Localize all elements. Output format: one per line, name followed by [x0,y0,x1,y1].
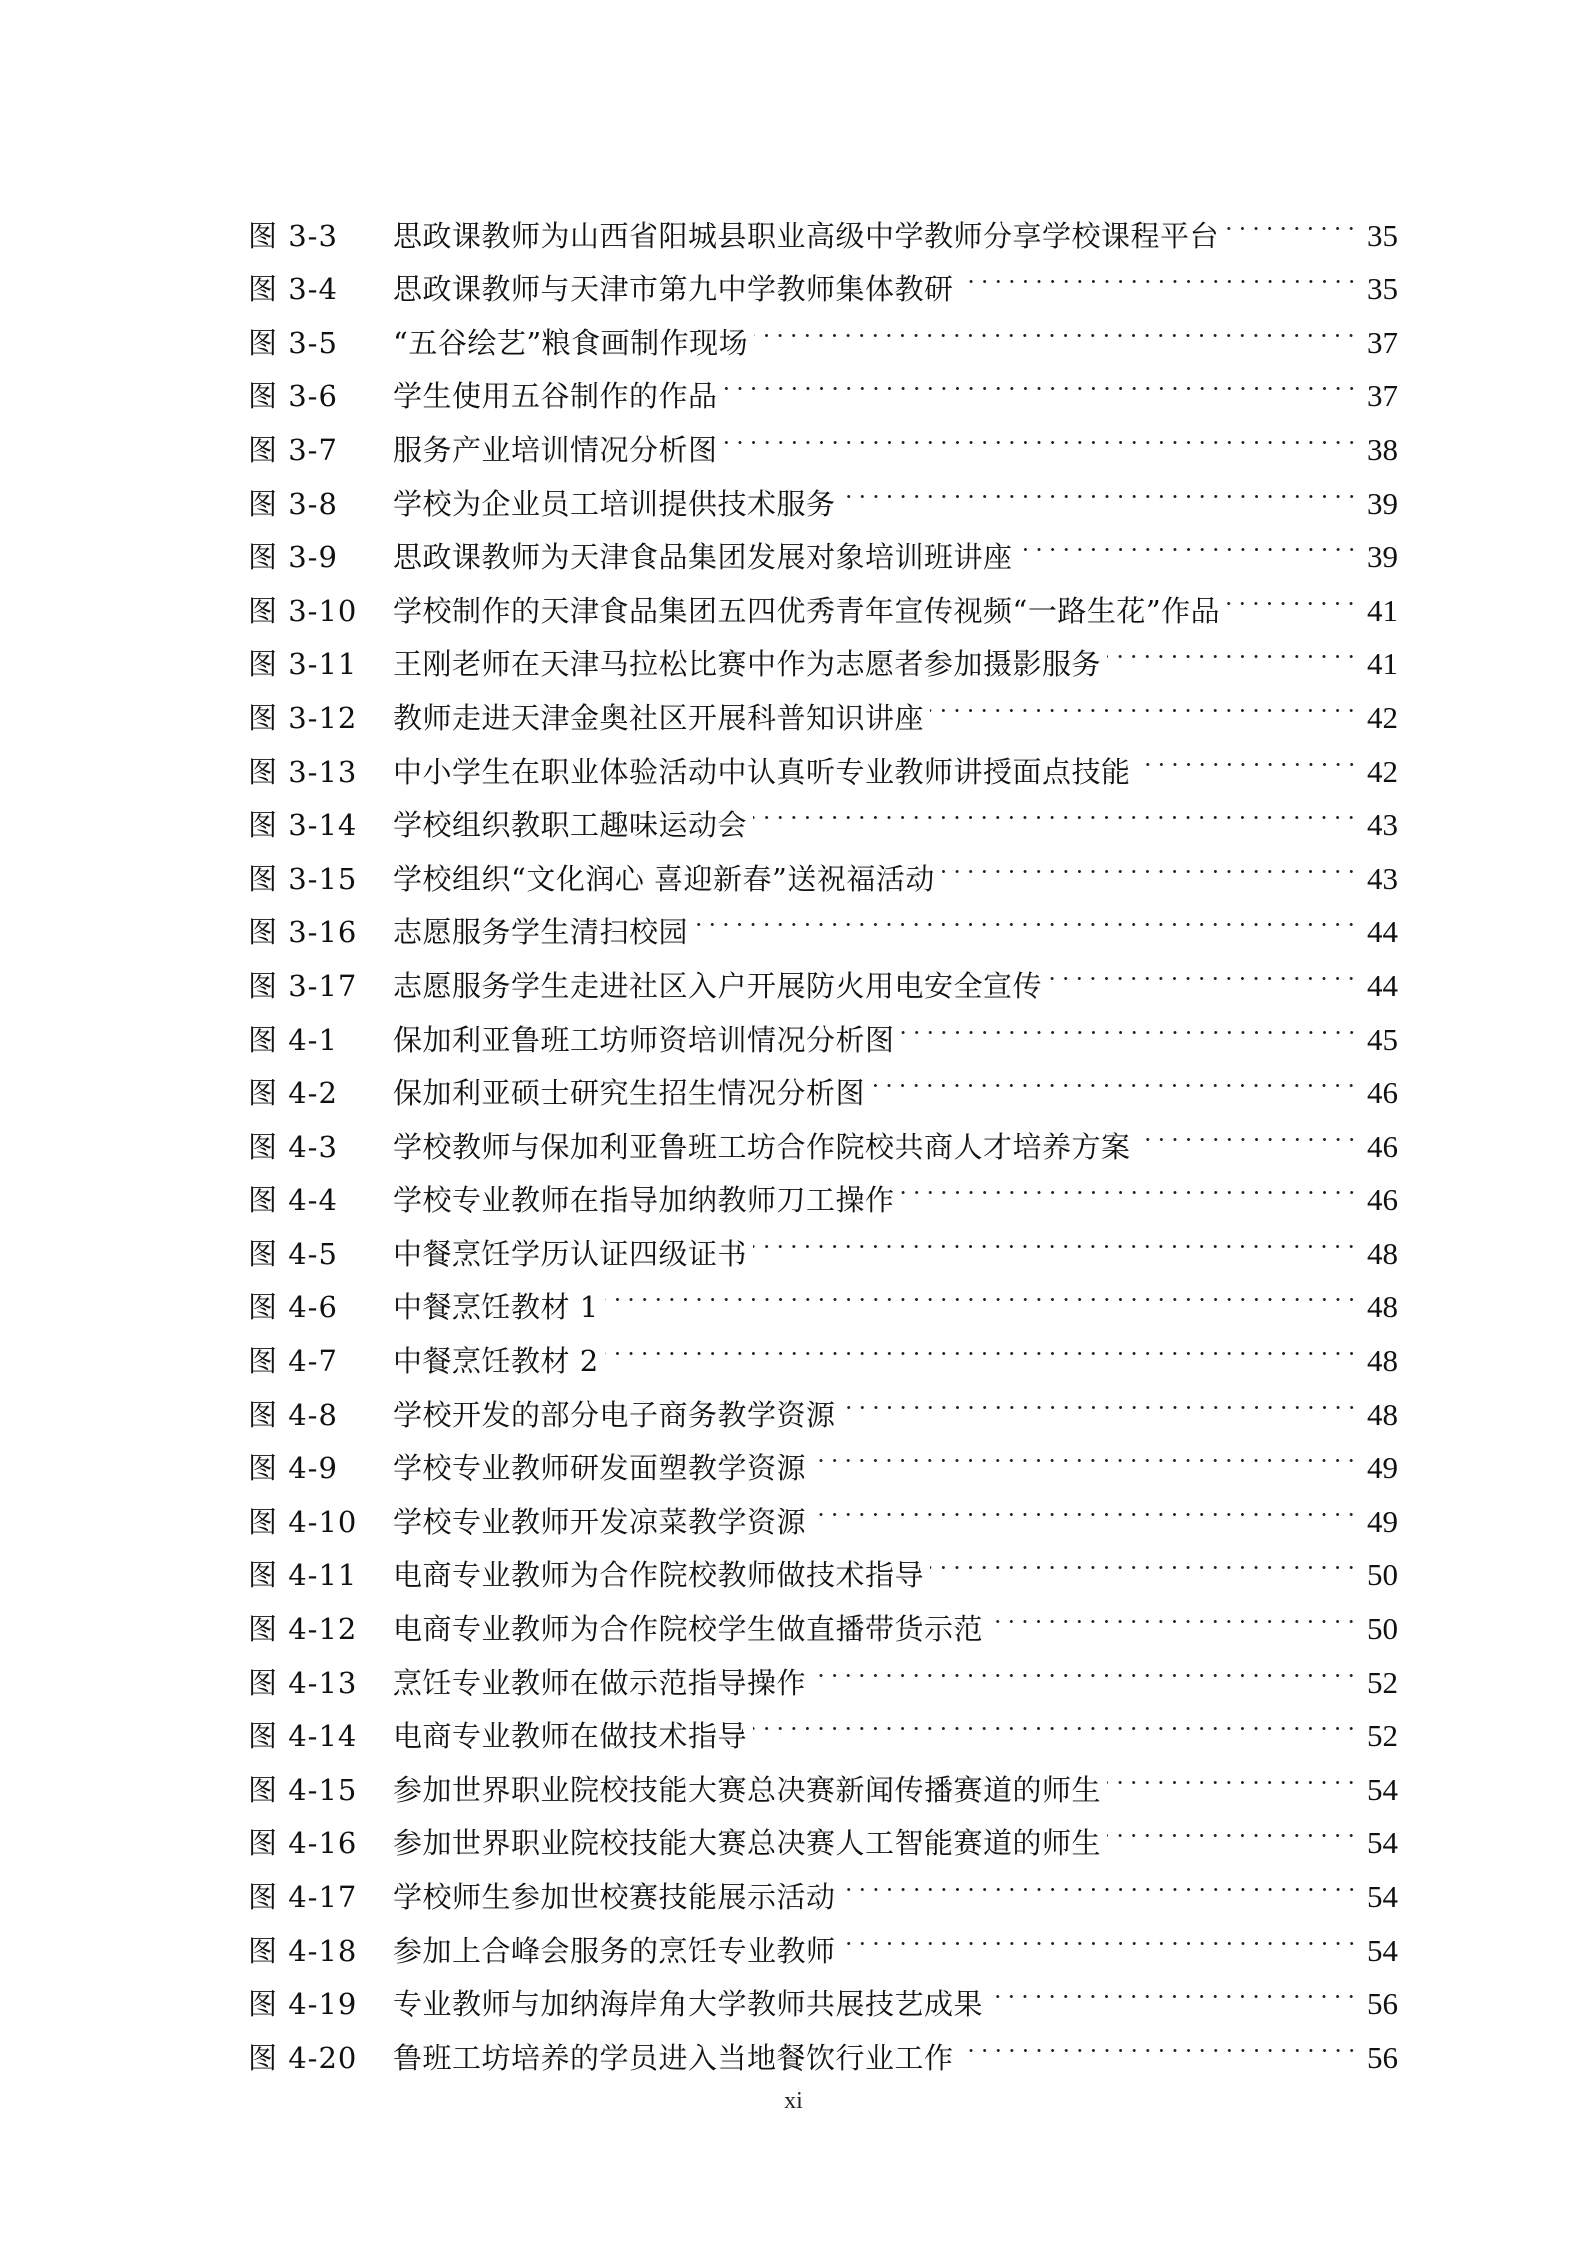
figure-title: 学校组织“文化润心 喜迎新春”送祝福活动 [393,861,935,896]
figure-label: 图 4-2 [248,1076,338,1111]
figure-label: 图 4-14 [248,1719,358,1754]
figure-title: 学校专业教师开发凉菜教学资源 [393,1504,807,1539]
page-number: 54 [1367,1932,1398,1968]
figure-label: 图 4-17 [248,1880,358,1914]
figure-title: 保加利亚鲁班工坊师资培训情况分析图 [393,1022,895,1057]
dot-leader [724,406,1358,460]
dot-leader [960,246,1358,300]
dot-leader [605,1317,1358,1371]
figure-label: 图 4-7 [248,1344,338,1379]
figure-title: “五谷绘艺”粮食画制作现场 [393,325,749,360]
dot-leader [842,1907,1358,1961]
figure-label: 图 4-3 [248,1129,338,1164]
page-number: 41 [1367,646,1398,682]
dot-leader [989,1585,1358,1639]
page-number: 49 [1367,1450,1398,1486]
page-number: 39 [1367,485,1398,521]
figure-title: 学生使用五谷制作的作品 [393,379,718,414]
page-number: 43 [1367,807,1398,843]
figure-title: 学校教师与保加利亚鲁班工坊合作院校共商人才培养方案 [393,1129,1131,1164]
figure-title: 参加上合峰会服务的烹饪专业教师 [393,1933,836,1968]
toc-entry[interactable] [248,192,1398,253]
figure-title: 学校开发的部分电子商务教学资源 [393,1397,836,1432]
page-number: 56 [1367,2039,1398,2075]
figure-label: 图 3-17 [248,968,358,1003]
dot-leader [724,353,1358,407]
page-number: 48 [1367,1235,1398,1271]
figure-label: 图 3-5 [248,325,338,360]
page-number: 50 [1367,1557,1398,1593]
figure-title: 学校组织教职工趣味运动会 [393,808,748,843]
dot-leader [901,1157,1358,1211]
dot-leader [1048,942,1358,996]
figure-title: 思政课教师为天津食品集团发展对象培训班讲座 [393,540,1013,575]
page-number: 35 [1367,271,1398,307]
dot-leader [842,460,1358,514]
figure-title: 参加世界职业院校技能大赛总决赛新闻传播赛道的师生 [393,1772,1102,1807]
figure-label: 图 4-16 [248,1826,358,1861]
figure-label: 图 3-13 [248,754,358,789]
page-number: 43 [1367,860,1398,896]
figure-label: 图 3-6 [248,379,338,414]
figure-title: 中小学生在职业体验活动中认真听专业教师讲授面点技能 [393,754,1131,789]
dot-leader [1107,621,1358,675]
page-number: 48 [1367,1396,1398,1432]
dot-leader [753,1693,1358,1747]
dot-leader [753,782,1358,836]
figure-title: 电商专业教师在做技术指导 [393,1719,748,1754]
figure-label: 图 4-19 [248,1987,358,2022]
figure-label: 图 3-9 [248,540,338,575]
figure-label: 图 3-10 [248,593,358,628]
figure-title: 学校专业教师在指导加纳教师刀工操作 [393,1183,895,1218]
page-number: 41 [1367,592,1398,628]
dot-leader [605,1264,1358,1318]
figure-label: 图 4-6 [248,1290,338,1325]
dot-leader [753,1210,1358,1264]
dot-leader [754,299,1358,353]
figure-label: 图 3-14 [248,808,358,843]
page-number: 39 [1367,539,1398,575]
figure-label: 图 3-15 [248,861,358,896]
figure-label: 图 3-3 [248,218,338,253]
figure-title: 烹饪专业教师在做示范指导操作 [393,1665,807,1700]
dot-leader [1226,567,1358,621]
page-number: 38 [1367,431,1398,467]
figure-label: 图 4-11 [248,1558,358,1593]
figure-title: 志愿服务学生走进社区入户开展防火用电安全宣传 [393,968,1043,1003]
figure-title: 中餐烹饪教材 1 [393,1290,599,1325]
figure-title: 思政课教师为山西省阳城县职业高级中学教师分享学校课程平台 [393,218,1220,253]
figure-label: 图 3-12 [248,700,358,735]
figure-label: 图 3-11 [248,647,358,682]
page-number: 54 [1367,1771,1398,1807]
figure-label: 图 3-7 [248,432,338,467]
page-number: 52 [1367,1718,1398,1754]
dot-leader [812,1478,1358,1532]
figure-title: 志愿服务学生清扫校园 [393,915,689,950]
figure-title: 学校为企业员工培训提供技术服务 [393,486,836,521]
dot-leader [842,1371,1358,1425]
dot-leader [930,1532,1358,1586]
figure-label: 图 4-8 [248,1397,338,1432]
page-number: 46 [1367,1075,1398,1111]
dot-leader [1107,1746,1358,1800]
page-number: 45 [1367,1021,1398,1057]
page-number: 48 [1367,1289,1398,1325]
dot-leader [989,1961,1358,2015]
dot-leader [941,835,1358,889]
figure-title: 思政课教师与天津市第九中学教师集体教研 [393,272,954,307]
dot-leader [1137,728,1358,782]
dot-leader [694,889,1358,943]
page-number-footer: xi [784,2088,803,2114]
page-number: 44 [1367,914,1398,950]
figure-label: 图 4-18 [248,1933,358,1968]
dot-leader [1137,1103,1358,1157]
page-number: 48 [1367,1343,1398,1379]
page-number: 44 [1367,967,1398,1003]
figure-title: 鲁班工坊培养的学员进入当地餐饮行业工作 [393,2040,954,2075]
figure-title: 学校专业教师研发面塑教学资源 [393,1451,807,1486]
dot-leader [1019,514,1358,568]
figure-label: 图 3-4 [248,272,338,307]
figure-title: 王刚老师在天津马拉松比赛中作为志愿者参加摄影服务 [393,647,1102,682]
page-number: 52 [1367,1664,1398,1700]
figure-title: 学校师生参加世校赛技能展示活动 [393,1880,836,1914]
figure-title: 服务产业培训情况分析图 [393,432,718,467]
dot-leader [960,2014,1358,2068]
figure-label: 图 4-13 [248,1665,358,1700]
dot-leader [812,1425,1358,1479]
figure-label: 图 4-12 [248,1612,358,1647]
figure-title: 中餐烹饪教材 2 [393,1344,599,1379]
page-number: 35 [1367,217,1398,253]
dot-leader [901,996,1358,1050]
figure-label: 图 4-1 [248,1022,338,1057]
figure-label: 图 4-5 [248,1236,338,1271]
figure-label: 图 4-10 [248,1504,358,1539]
figure-label: 图 4-15 [248,1772,358,1807]
dot-leader [930,674,1358,728]
dot-leader [871,1050,1358,1104]
figure-label: 图 3-8 [248,486,338,521]
page-number: 46 [1367,1128,1398,1164]
dot-leader [812,1639,1358,1693]
figure-label: 图 4-20 [248,2040,358,2075]
dot-leader [1225,192,1358,246]
dot-leader [1107,1800,1358,1854]
page-number: 42 [1367,753,1398,789]
page-number: 50 [1367,1611,1398,1647]
figure-label: 图 4-9 [248,1451,338,1486]
figure-title: 电商专业教师为合作院校教师做技术指导 [393,1558,925,1593]
figure-title: 中餐烹饪学历认证四级证书 [393,1236,748,1271]
figure-title: 保加利亚硕士研究生招生情况分析图 [393,1076,866,1111]
page-number: 37 [1367,378,1398,414]
page-number: 37 [1367,324,1398,360]
figure-title: 专业教师与加纳海岸角大学教师共展技艺成果 [393,1987,984,2022]
page-number: 54 [1367,1825,1398,1861]
page-number: 49 [1367,1503,1398,1539]
figure-title: 参加世界职业院校技能大赛总决赛人工智能赛道的师生 [393,1826,1102,1861]
figure-title: 电商专业教师为合作院校学生做直播带货示范 [393,1612,984,1647]
figure-list-of-contents [248,192,1398,2075]
page-number: 56 [1367,1986,1398,2022]
figure-label: 图 3-16 [248,915,358,950]
page-number: 42 [1367,699,1398,735]
page-number: 46 [1367,1182,1398,1218]
page-number: 54 [1367,1879,1398,1914]
figure-title: 教师走进天津金奥社区开展科普知识讲座 [393,700,925,735]
figure-label: 图 4-4 [248,1183,338,1218]
dot-leader [842,1853,1358,1907]
figure-title: 学校制作的天津食品集团五四优秀青年宣传视频“一路生花”作品 [393,593,1221,628]
